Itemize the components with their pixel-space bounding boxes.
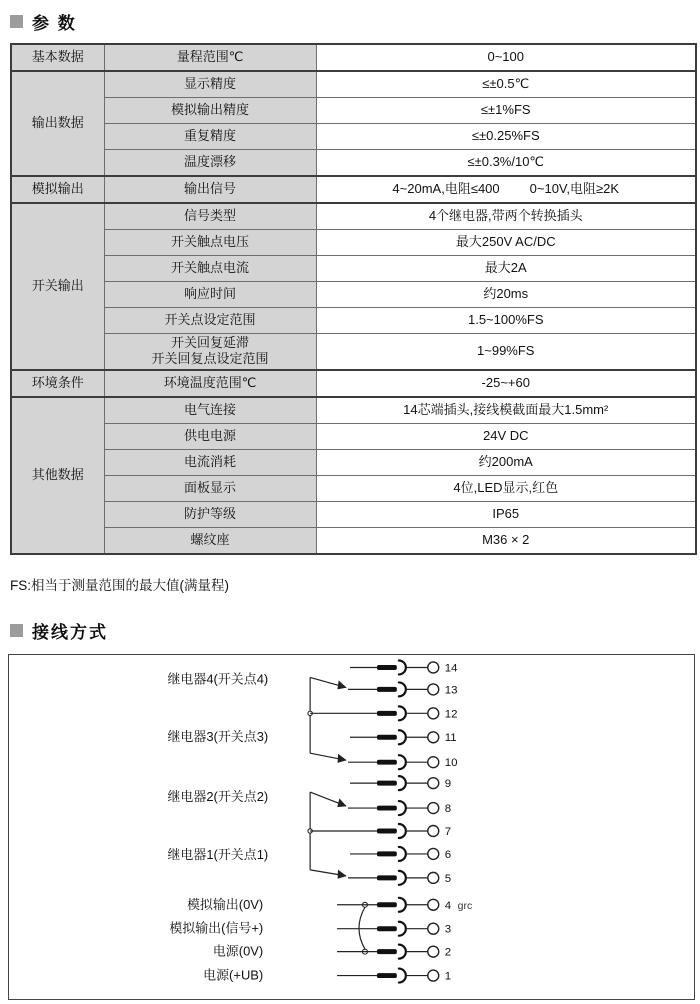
relay-label: 继电器3(开关点3) — [167, 728, 269, 744]
relay-bracket-group-2-1 — [308, 792, 346, 876]
category-cell: 输出数据 — [11, 71, 104, 176]
pin-number: 12 — [444, 707, 458, 720]
section-square-icon — [10, 624, 23, 637]
param-name-cell: 开关触点电流 — [104, 256, 316, 282]
table-row — [11, 256, 696, 282]
section-title-text: 参 数 — [32, 14, 77, 33]
pin-row-5 — [348, 870, 451, 884]
pin-row-14 — [350, 660, 458, 674]
pin-row-6 — [350, 846, 451, 860]
category-cell: 基本数据 — [11, 44, 104, 71]
param-name-cell: 电气连接 — [104, 397, 316, 424]
param-name-cell: 开关触点电压 — [104, 230, 316, 256]
table-row — [11, 475, 696, 501]
category-cell: 开关输出 — [11, 203, 104, 370]
param-value-cell: ≤±1%FS — [316, 98, 696, 124]
param-name-cell: 显示精度 — [104, 71, 316, 98]
pin-row-4 — [337, 897, 452, 911]
pin-terminal-circle — [428, 802, 439, 813]
pin-terminal-circle — [428, 872, 439, 883]
table-row — [11, 397, 696, 424]
param-name-cell: 螺纹座 — [104, 527, 316, 554]
param-value-cell: IP65 — [316, 501, 696, 527]
param-name-cell: 信号类型 — [104, 203, 316, 230]
pin-number: 8 — [444, 802, 452, 815]
param-value-cell: 1.5~100%FS — [316, 308, 696, 334]
pin-terminal-circle — [428, 756, 439, 767]
pin4-note: grc — [457, 900, 473, 912]
table-row — [11, 71, 696, 98]
wiring-diagram-box — [8, 654, 695, 1000]
param-name-cell: 响应时间 — [104, 282, 316, 308]
relay-label: 继电器2(开关点2) — [167, 788, 269, 804]
pin-row-2 — [337, 944, 451, 958]
param-name-line1: 开关回复延滞 — [170, 335, 249, 350]
pin-number: 4 — [444, 899, 452, 912]
analog-label: 电源(+UB) — [203, 967, 264, 983]
param-value-cell: ≤±0.3%/10℃ — [316, 150, 696, 177]
pin-terminal-circle — [428, 923, 439, 934]
pin-row-11 — [350, 730, 457, 744]
param-value-cell: 最大2A — [316, 256, 696, 282]
param-name-cell: 温度漂移 — [104, 150, 316, 177]
analog-label: 模拟输出(信号+) — [169, 920, 264, 936]
pin-number: 6 — [444, 848, 452, 861]
table-row — [11, 150, 696, 177]
section-title-wiring — [0, 618, 700, 643]
analog-label: 模拟输出(0V) — [186, 896, 264, 912]
param-name-cell: 重复精度 — [104, 124, 316, 150]
pin-terminal-circle — [428, 848, 439, 859]
section-square-icon — [10, 15, 23, 28]
param-name-cell: 模拟输出精度 — [104, 98, 316, 124]
pin-row-3 — [337, 921, 451, 935]
param-value-cell: 约200mA — [316, 449, 696, 475]
relay-label: 继电器4(开关点4) — [167, 670, 269, 686]
pin-terminal-circle — [428, 899, 439, 910]
pin-terminal-circle — [428, 707, 439, 718]
param-value-cell: 最大250V AC/DC — [316, 230, 696, 256]
table-row — [11, 203, 696, 230]
param-value-cell: 4位,LED显示,红色 — [316, 475, 696, 501]
param-value-cell: ≤±0.25%FS — [316, 124, 696, 150]
relay-bracket-group-4-3 — [308, 677, 346, 760]
category-cell: 其他数据 — [11, 397, 104, 554]
pin-number: 14 — [444, 661, 458, 674]
pin-terminal-circle — [428, 946, 439, 957]
pin-number: 7 — [444, 825, 452, 838]
pin-number: 2 — [444, 946, 452, 959]
pin-terminal-circle — [428, 970, 439, 981]
param-value-cell: 4个继电器,带两个转换插头 — [316, 203, 696, 230]
value-part-b: 0~10V,电阻≥2K — [529, 181, 620, 197]
pin-row-10 — [348, 755, 457, 769]
param-name-cell: 防护等级 — [104, 501, 316, 527]
section-title-text: 接线方式 — [32, 622, 108, 642]
pin-number: 9 — [444, 777, 452, 790]
pin-number: 13 — [444, 683, 458, 696]
category-cell: 模拟输出 — [11, 176, 104, 203]
pin-row-13 — [348, 682, 457, 696]
param-name-cell: 量程范围℃ — [104, 44, 316, 71]
param-value-cell: 1~99%FS — [316, 334, 696, 370]
pin-terminal-circle — [428, 777, 439, 788]
section-title-parameters — [0, 0, 700, 34]
table-row — [11, 308, 696, 334]
pin-terminal-circle — [428, 661, 439, 672]
pin-row-8 — [348, 801, 451, 815]
fs-footnote: FS:相当于测量范围的最大值(满量程) — [10, 577, 229, 593]
param-value-cell: 约20ms — [316, 282, 696, 308]
category-cell: 环境条件 — [11, 370, 104, 397]
param-name-cell: 环境温度范围℃ — [104, 370, 316, 397]
param-value-cell: 0~100 — [316, 44, 696, 71]
pin-number: 3 — [444, 923, 452, 936]
table-row — [11, 230, 696, 256]
value-part-a: 4~20mA,电阻≤400 — [392, 181, 500, 197]
table-row — [11, 501, 696, 527]
table-row — [11, 98, 696, 124]
analog-label: 电源(0V) — [212, 943, 264, 959]
param-name-cell: 开关点设定范围 — [104, 308, 316, 334]
pin-terminal-circle — [428, 683, 439, 694]
param-value-cell: ≤±0.5℃ — [316, 71, 696, 98]
pin-number: 1 — [444, 970, 452, 983]
param-value-cell: -25~+60 — [316, 370, 696, 397]
pin-row-9 — [350, 776, 451, 790]
table-row — [11, 44, 696, 71]
pin-number: 11 — [444, 731, 457, 744]
param-value-cell: 24V DC — [316, 423, 696, 449]
param-name-cell: 输出信号 — [104, 176, 316, 203]
table-row — [11, 370, 696, 397]
pin-row-12 — [310, 706, 457, 720]
parameters-table — [10, 43, 697, 555]
pin-row-1 — [337, 968, 451, 982]
param-value-cell — [316, 176, 696, 203]
relay-label: 继电器1(开关点1) — [167, 846, 269, 862]
table-row — [11, 176, 696, 203]
table-row — [11, 334, 696, 370]
pin-terminal-circle — [428, 731, 439, 742]
table-row — [11, 449, 696, 475]
table-row — [11, 527, 696, 554]
pin-number: 5 — [444, 872, 452, 885]
pin-terminal-circle — [428, 825, 439, 836]
param-name-cell: 面板显示 — [104, 475, 316, 501]
table-row — [11, 282, 696, 308]
param-value-cell: M36 × 2 — [316, 527, 696, 554]
pin-row-7 — [310, 824, 451, 838]
wiring-diagram — [9, 655, 694, 999]
pin-number: 10 — [444, 756, 458, 769]
param-value-cell: 14芯端插头,接线模截面最大1.5mm² — [316, 397, 696, 424]
table-row — [11, 423, 696, 449]
param-name-cell — [104, 334, 316, 370]
param-name-cell: 电流消耗 — [104, 449, 316, 475]
param-name-cell: 供电电源 — [104, 423, 316, 449]
param-name-line2: 开关回复点设定范围 — [151, 351, 269, 367]
table-row — [11, 124, 696, 150]
